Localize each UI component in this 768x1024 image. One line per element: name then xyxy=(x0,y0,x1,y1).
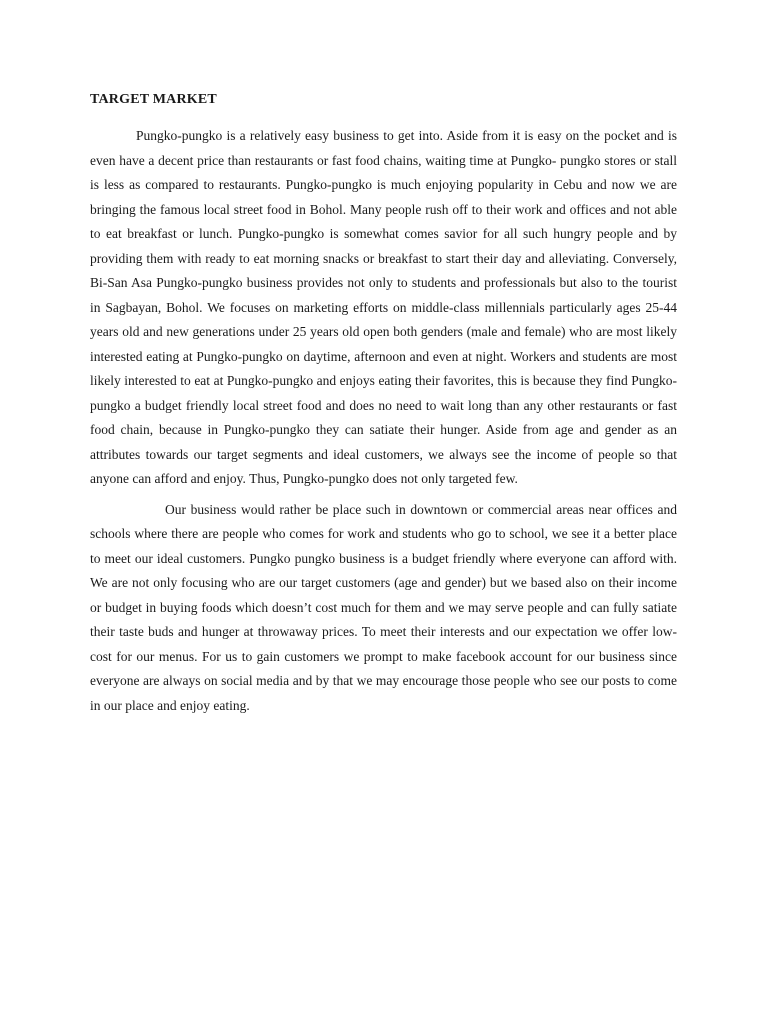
document-body xyxy=(90,90,677,718)
section-heading: TARGET MARKET xyxy=(90,92,217,107)
paragraph-target-market: Pungko-pungko is a relatively easy business to get into. Aside from it is easy on the pocket and is even have a decent price than restaurants or fast food chains, waiting time at Pungko- pungko stores or stall is less as compared to restaurants. Pungko-pungko is much enjoying popularity in Cebu and now we are bringing the famous local street food in Bohol. Many people rush off to their work and offices and not able to eat breakfast or lunch. Pungko-pungko is somewhat comes savior for all such hungry people and by providing them with ready to eat morning snacks or breakfast to start their day and alleviating. Conversely, Bi-San Asa Pungko-pungko business provides not only to students and professionals but also to the tourist in Sagbayan, Bohol. We focuses on marketing efforts on middle-class millennials particularly ages 25-44 years old and new generations under 25 years old open both genders (male and female) who are most likely interested eating at Pungko-pungko on daytime, afternoon and even at night. Workers and students are most likely interested to eat at Pungko-pungko and enjoys eating their favorites, this is because they find Pungko-pungko a budget friendly local street food and does no need to wait long than any other restaurants or fast food chain, because in Pungko-pungko they can satiate their hunger. Aside from age and gender as an attributes towards our target segments and ideal customers, we always see the income of people so that anyone can afford and enjoy. Thus, Pungko-pungko does not only targeted few. xyxy=(90,128,677,486)
paragraph-location: Our business would rather be place such in downtown or commercial areas near offices and schools where there are people who comes for work and students who go to school, we see it a better place to meet our ideal customers. Pungko pungko business is a budget friendly where everyone can afford with. We are not only focusing who are our target customers (age and gender) but we based also on their income or budget in buying foods which doesn’t cost much for them and we may serve people and can fully satiate their taste buds and hunger at throwaway prices. To meet their interests and our expectation we offer low-cost for our menus. For us to gain customers we prompt to make facebook account for our business since everyone are always on social media and by that we may encourage those people who see our posts to come in our place and enjoy eating. xyxy=(90,501,677,713)
